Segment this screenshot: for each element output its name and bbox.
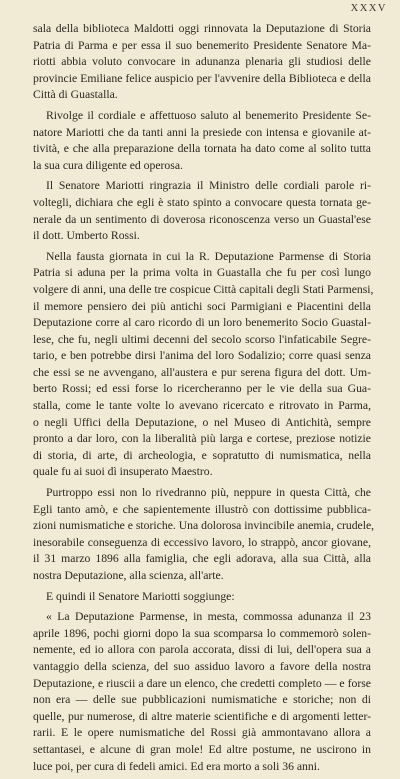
- text-line: Nella fausta giornata in cui la R. Deputazione Parmense di Storia: [46, 249, 371, 263]
- text-line: settantasei, e alcune di gran mole! Ed altre postume, ne uscirono in: [33, 742, 371, 756]
- text-line: il memore pensiero dei più antichi soci Parmigiani e Piacentini della: [33, 299, 371, 313]
- text-line: sala della biblioteca Maldotti oggi rinnovata la Deputazione di Storia: [33, 22, 371, 35]
- text-line: Egli tanto amò, e che sapientemente illustrò con dottissime pubblica-: [33, 502, 371, 516]
- text-line: pronto a dar loro, con la liberalità più larga e cortese, preziose notizie: [33, 432, 371, 446]
- page-number: XXXV: [350, 3, 387, 14]
- text-line: Purtroppo essi non lo rivedranno più, neppure in questa Città, che: [46, 486, 371, 500]
- text-line: o negli Uffici della Deputazione, o nel Museo di Antichità, sempre: [33, 415, 371, 429]
- text-line: tività, e che alla preparazione della tornata ha dato come al solito tutta: [33, 142, 371, 156]
- paragraph: [33, 108, 371, 174]
- text-line: Patria di Parma e per essa il suo benemerito Presidente Senatore Ma-: [33, 38, 371, 52]
- text-line: Deputazione, e riuscii a dare un elenco, che credetti completo — e forse: [33, 676, 371, 690]
- text-line: « La Deputazione Parmense, in mesta, commossa adunanza il 23: [46, 610, 371, 624]
- text-line: nostra Deputazione, alla scienza, all'arte.: [33, 569, 224, 582]
- text-line: stalla, come le tante volte lo avevano ricercato e ritrovato in Parma,: [33, 399, 371, 413]
- text-line: il 31 marzo 1896 alla famiglia, che egli adorava, alla sua Città, alla: [33, 552, 371, 566]
- paragraph: [33, 249, 374, 481]
- text-line: il dott. Umberto Rossi.: [33, 229, 140, 243]
- text-line: Rivolge il cordiale e affettuoso saluto al benemerito Presidente Se-: [46, 108, 371, 122]
- text-line: Città di Guastalla.: [33, 88, 118, 102]
- text-line: di storia, di arte, di archeologia, e sopratutto di numismatica, nella: [33, 448, 371, 462]
- text-line: la sua cura diligente ed operosa.: [33, 158, 183, 172]
- text-line: berto Rossi; ed essi forse lo ricercheranno per le vie della sua Gua-: [33, 382, 371, 396]
- body-text: [33, 21, 375, 779]
- text-line: lese, che fu, negli ultimi decenni del secolo scorso l'infaticabile Segre-: [33, 332, 371, 346]
- text-line: quelle, pur numerose, di altre materie scientifiche e di argomenti letter-: [33, 709, 371, 723]
- text-line: volgere di anni, una delle tre cospicue Città capitali degli Stati Parmensi,: [33, 282, 374, 296]
- text-line: Deputazione corre al caro ricordo di un loro benemerito Socio Guastal-: [33, 316, 371, 330]
- text-line: non era — delle sue pubblicazioni numismatiche e storiche; non di: [33, 693, 371, 707]
- paragraph: [33, 609, 371, 775]
- text-line: tario, e ben potrebbe dirsi l'anima del loro Sodalizio; corre quasi senza: [33, 349, 371, 363]
- paragraph: [33, 178, 371, 244]
- text-line: Patria si aduna per la prima volta in Guastalla che fu per così lungo: [33, 266, 371, 280]
- text-line: E quindi il Senatore Mariotti soggiunge:: [46, 589, 235, 603]
- text-line: quale fu ai suoi dì insuperato Maestro.: [33, 465, 213, 479]
- text-line: luce poi, per cura di fedeli amici. Ed era morto a soli 36 anni.: [33, 759, 320, 773]
- text-line: Il Senatore Mariotti ringrazia il Ministro delle cordiali parole ri-: [46, 179, 371, 193]
- paragraph: [33, 21, 371, 104]
- text-line: provincie Emiliane felice auspicio per l'avvenire della Biblioteca e della: [33, 71, 371, 85]
- text-line: riotti abbia voluto convocare in adunanza plenaria gli studiosi delle: [33, 55, 371, 69]
- text-line: voltegli, dichiara che egli è stato spinto a convocare questa tornata ge-: [33, 195, 371, 209]
- text-line: rarii. E le opere numismatiche del Rossi già ammontavano allora a: [33, 726, 371, 740]
- paragraph: [33, 589, 371, 606]
- text-line: natore Mariotti che da tanti anni la presiede con intensa e giovanile at-: [33, 125, 371, 139]
- text-line: inesorabile conseguenza di eccessivo lavoro, lo strappò, ancor giovane,: [33, 535, 371, 549]
- text-line: nemente, ed io allora con parola accorata, dissi di lui, dell'opera sua a: [33, 643, 371, 657]
- paragraph: [33, 485, 375, 585]
- text-line: nerale da un sentimento di doverosa riconoscenza verso un Guastal'ese: [33, 212, 371, 226]
- text-line: che essi se ne avvengano, all'austera e pur serena figura del dott. Um-: [33, 365, 371, 379]
- text-line: vantaggio della scienza, del suo assiduo lavoro a favore della nostra: [33, 659, 371, 673]
- text-line: zioni numismatiche e storiche. Una dolorosa invincibile anemia, crudele,: [33, 519, 375, 533]
- text-line: aprile 1896, pochi giorni dopo la sua scomparsa lo commemorò solen-: [33, 626, 371, 640]
